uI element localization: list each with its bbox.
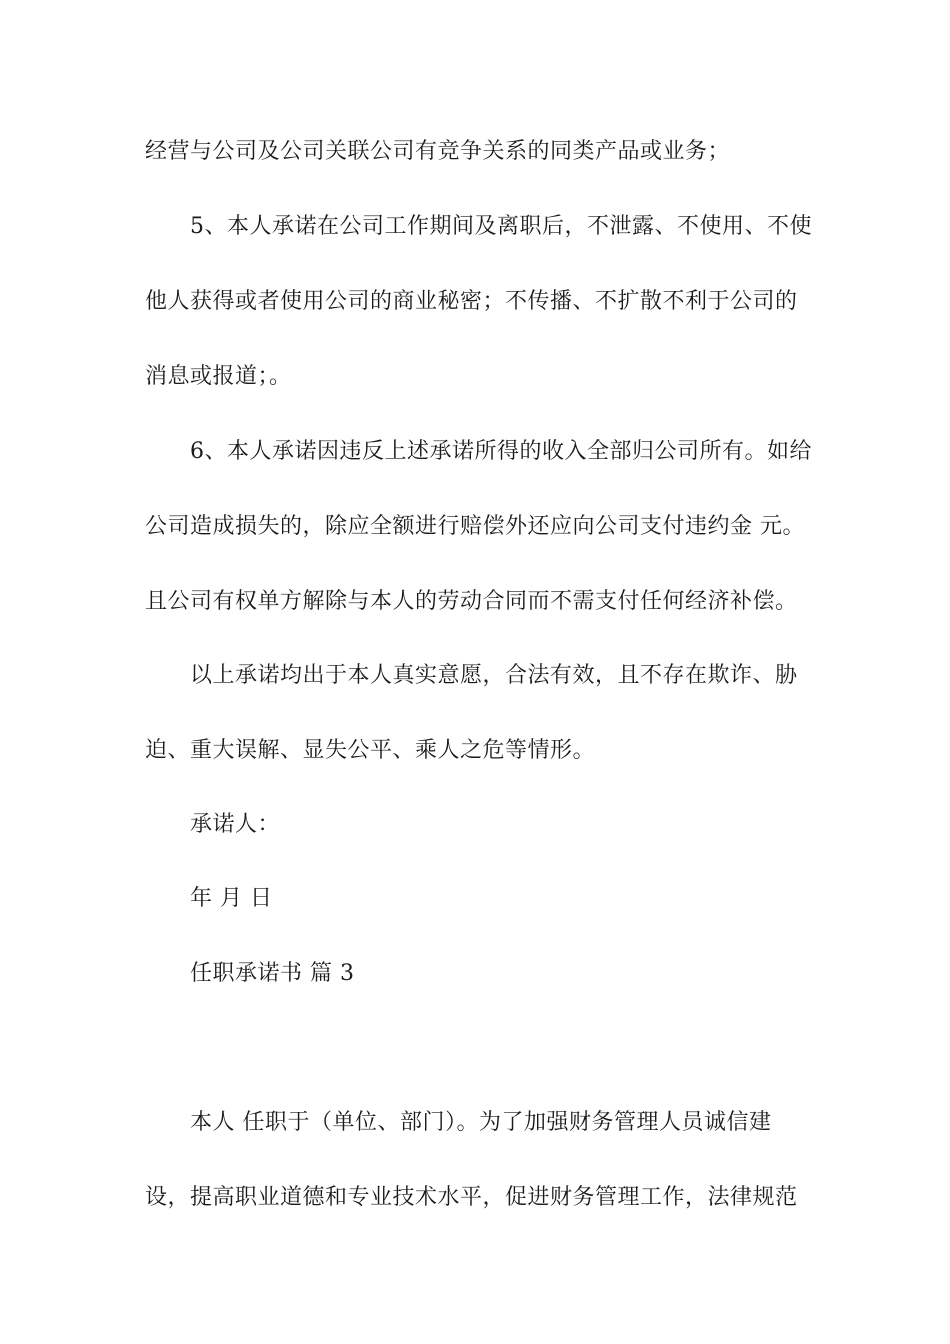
date-line: 年 月 日 <box>190 886 273 911</box>
paragraph-line: 设，提高职业道德和专业技术水平，促进财务管理工作，法律规范 <box>145 1185 798 1210</box>
paragraph-line: 且公司有权单方解除与本人的劳动合同而不需支付任何经济补偿。 <box>145 589 798 614</box>
signature-label: 承诺人： <box>190 812 281 837</box>
paragraph-line: 5、本人承诺在公司工作期间及离职后，不泄露、不使用、不使 <box>190 214 812 239</box>
paragraph-line: 公司造成损失的，除应全额进行赔偿外还应向公司支付违约金 元。 <box>145 514 805 539</box>
paragraph-line: 本人 任职于（单位、部门）。为了加强财务管理人员诚信建 <box>190 1110 772 1135</box>
paragraph-line: 迫、重大误解、显失公平、乘人之危等情形。 <box>145 738 596 763</box>
paragraph-line: 消息或报道；。 <box>145 364 292 389</box>
paragraph-line: 6、本人承诺因违反上述承诺所得的收入全部归公司所有。如给 <box>190 439 812 464</box>
paragraph-line: 他人获得或者使用公司的商业秘密；不传播、不扩散不利于公司的 <box>145 289 798 314</box>
section-title: 任职承诺书 篇 3 <box>190 961 355 986</box>
paragraph-line: 以上承诺均出于本人真实意愿，合法有效，且不存在欺诈、胁 <box>190 663 798 688</box>
paragraph-line: 经营与公司及公司关联公司有竞争关系的同类产品或业务； <box>145 139 731 164</box>
